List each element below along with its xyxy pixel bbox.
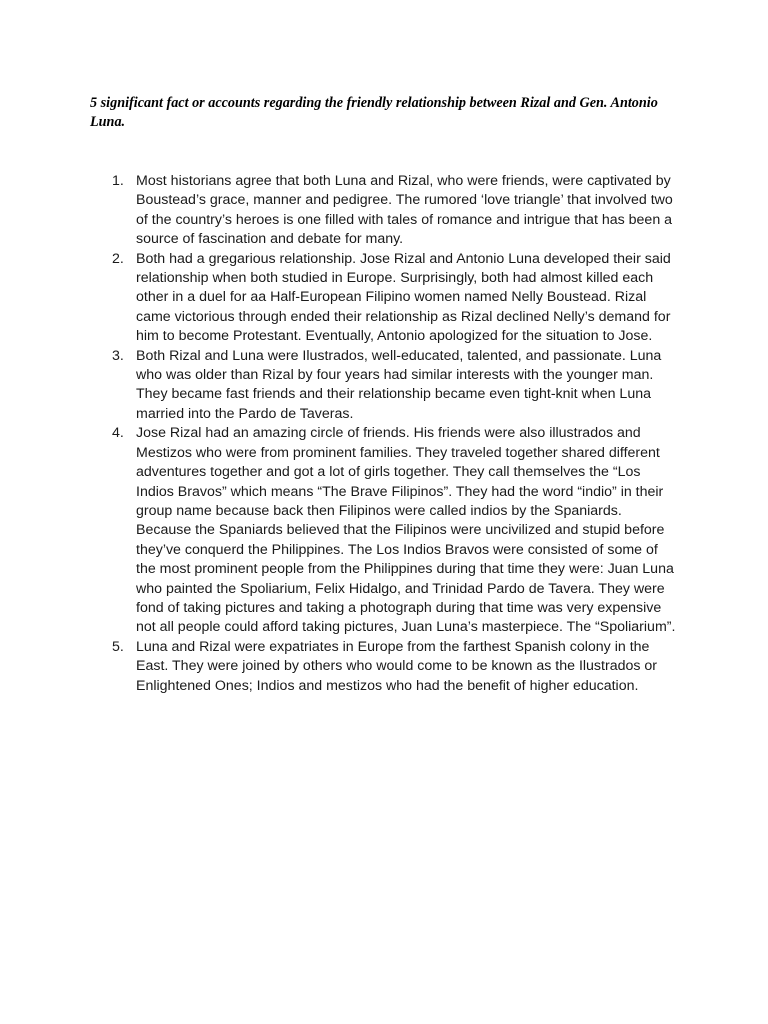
document-title: 5 significant fact or accounts regarding the friendly relationship between Rizal and Gen. Antonio Luna. bbox=[90, 95, 658, 130]
list-item bbox=[106, 424, 678, 637]
list-item bbox=[106, 172, 678, 250]
item-text: Luna and Rizal were expatriates in Europe from the farthest Spanish colony in the East. They were joined by others who would come to be known as the Ilustrados or Enlightened Ones; Indios and mestizos who had the benefit of higher education. bbox=[136, 638, 658, 694]
item-number: 1. bbox=[112, 173, 124, 189]
item-number: 5. bbox=[112, 638, 124, 655]
fact-list bbox=[106, 172, 678, 696]
item-text: Most historians agree that both Luna and Rizal, who were friends, were captivated by Boustead’s grace, manner and pedigree. The rumored ‘love triangle’ that involved two of the country’s heroes is one filled with tales of romance and intrigue that has been a source of fascination and debate for many. bbox=[136, 173, 673, 248]
item-number: 2. bbox=[112, 250, 124, 267]
list-item bbox=[106, 638, 678, 696]
item-text: Jose Rizal had an amazing circle of friends. His friends were also illustrados and Mestizos who were from prominent families. They traveled together shared different adventures together and got a lot of girls together. They call themselves the “Los Indios Bravos” which means “The Brave Filipinos”. They had the word “indio” in their group name because back then Filipinos were called indios by the Spaniards. Because the Spaniards believed that the Filipinos were uncivilized and stupid before they’ve conquerd the Philippines. The Los Indios Bravos were consisted of some of the most prominent people from the Philippines during that time they were: Juan Luna who painted the Spoliarium, Felix Hidalgo, and Trinidad Pardo de Tavera. They were fond of taking pictures and taking a photograph during that time was very expensive not all people could afford taking pictures, Juan Luna’s masterpiece. The “Spoliarium”. bbox=[136, 425, 676, 636]
item-number: 3. bbox=[112, 347, 124, 364]
list-item bbox=[106, 250, 678, 347]
item-number: 4. bbox=[112, 425, 124, 442]
item-text: Both had a gregarious relationship. Jose Rizal and Antonio Luna developed their said relationship when both studied in Europe. Surprisingly, both had almost killed each other in a duel for aa Half-European Filipino women named Nelly Boustead. Rizal came victorious through ended their relationship as Rizal declined Nelly’s demand for him to become Protestant. Eventually, Antonio apologized for the situation to Jose. bbox=[136, 250, 671, 345]
item-text: Both Rizal and Luna were Ilustrados, well-educated, talented, and passionate. Luna who was older than Rizal by four years had similar interests with the younger man. They became fast friends and their relationship became even tight-knit when Luna married into the Pardo de Taveras. bbox=[136, 347, 662, 422]
list-item bbox=[106, 347, 678, 425]
